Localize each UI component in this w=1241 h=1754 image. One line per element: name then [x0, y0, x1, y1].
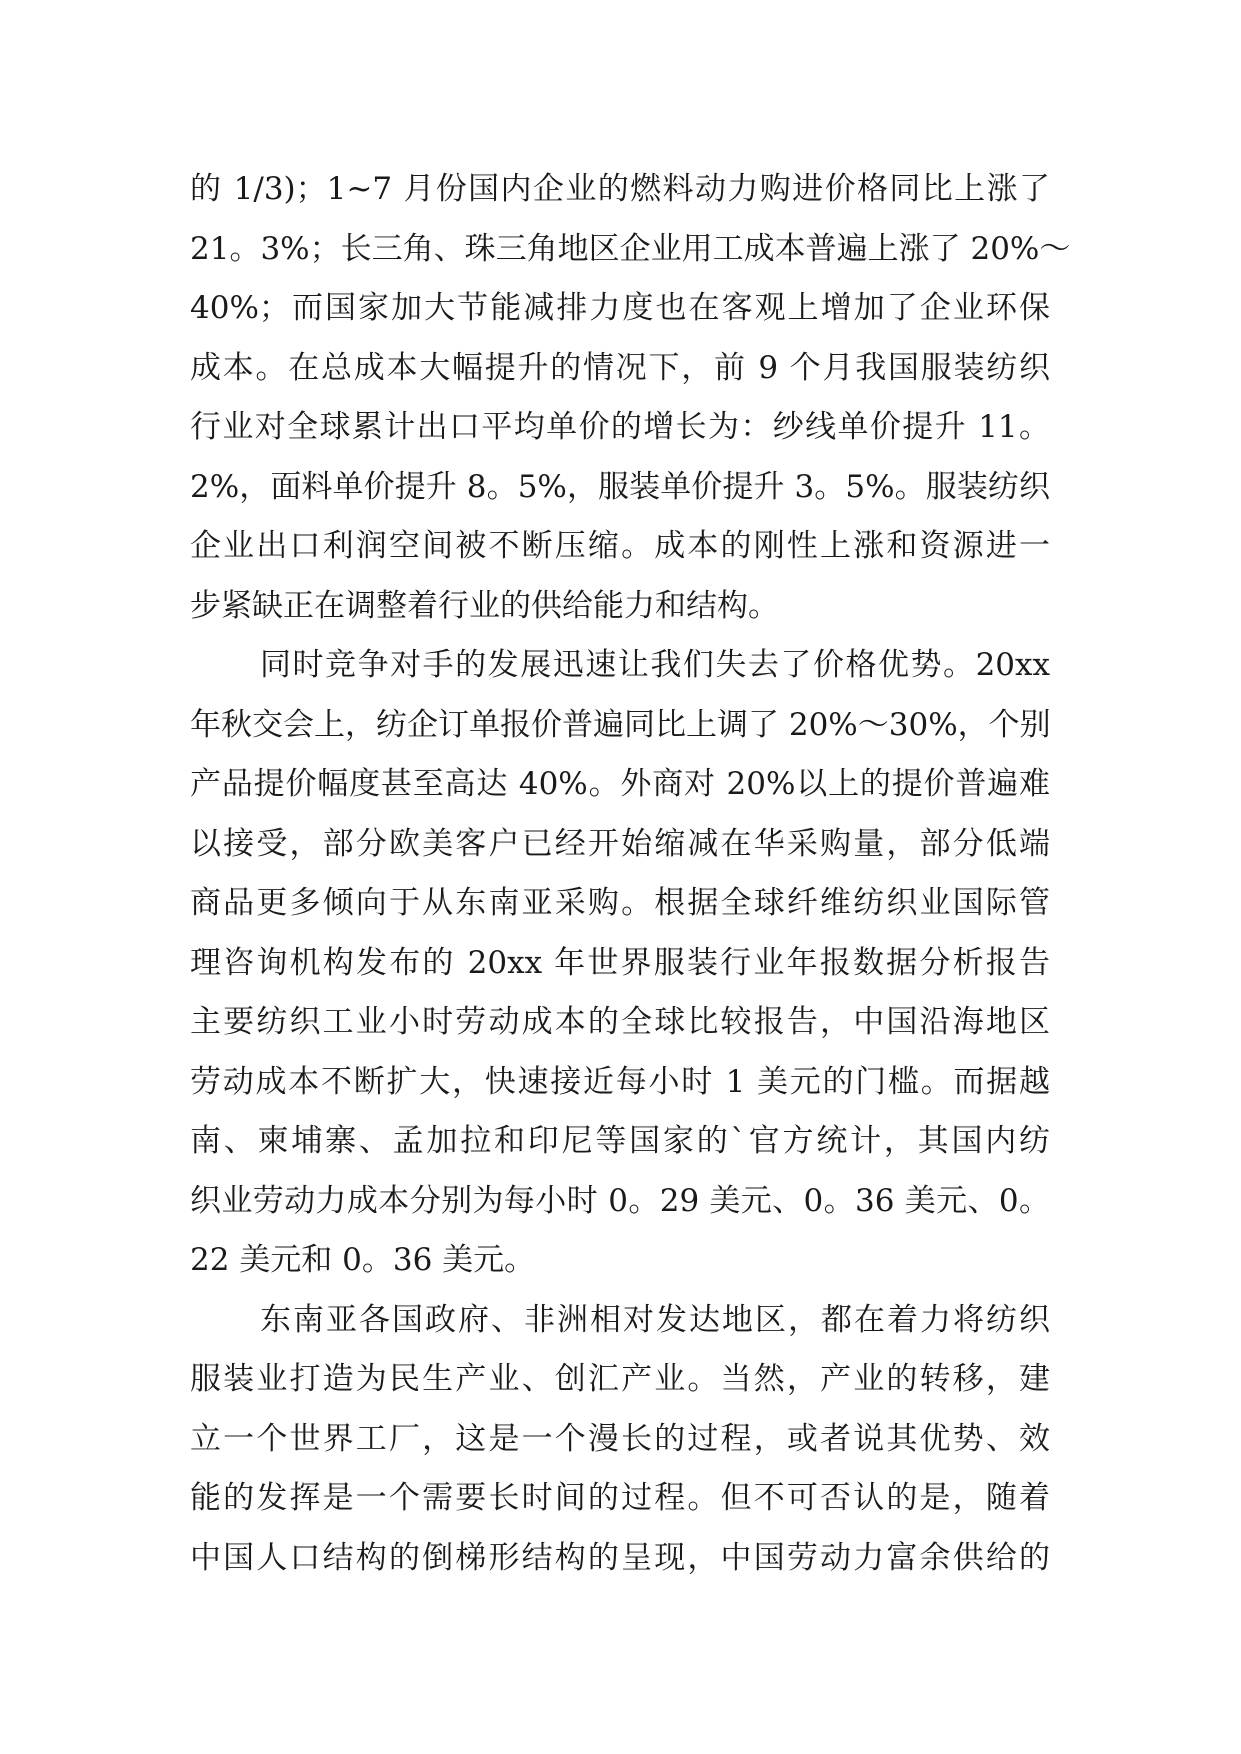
text-line: 21。3%；长三角、珠三角地区企业用工成本普遍上涨了 20%～ [190, 230, 1071, 267]
text-line: 南、柬埔寨、孟加拉和印尼等国家的`官方统计，其国内纺 [190, 1123, 1050, 1159]
text-line: 40%；而国家加大节能减排力度也在客观上增加了企业环保 [190, 290, 1050, 326]
text-line: 中国人口结构的倒梯形结构的呈现，中国劳动力富余供给的 [190, 1539, 1050, 1576]
text-line: 步紧缺正在调整着行业的供给能力和结构。 [190, 587, 779, 624]
text-line: 商品更多倾向于从东南亚采购。根据全球纤维纺织业国际管 [190, 885, 1050, 921]
text-line: 的 1/3)；1~7 月份国内企业的燃料动力购进价格同比上涨了 [190, 171, 1050, 207]
text-line: 行业对全球累计出口平均单价的增长为：纱线单价提升 11。 [190, 409, 1050, 445]
text-line: 服装业打造为民生产业、创汇产业。当然，产业的转移，建 [190, 1361, 1050, 1397]
text-line: 劳动成本不断扩大，快速接近每小时 1 美元的门槛。而据越 [190, 1063, 1050, 1100]
text-line: 理咨询机构发布的 20xx 年世界服装行业年报数据分析报告 [190, 944, 1050, 981]
text-line: 2%，面料单价提升 8。5%，服装单价提升 3。5%。服装纺织 [190, 468, 1050, 505]
text-line: 能的发挥是一个需要长时间的过程。但不可否认的是，随着 [190, 1480, 1050, 1516]
text-line: 企业出口利润空间被不断压缩。成本的刚性上涨和资源进一 [190, 528, 1050, 564]
text-line: 立一个世界工厂，这是一个漫长的过程，或者说其优势、效 [190, 1420, 1050, 1457]
text-line: 以接受，部分欧美客户已经开始缩减在华采购量，部分低端 [190, 825, 1050, 862]
text-line: 主要纺织工业小时劳动成本的全球比较报告，中国沿海地区 [190, 1004, 1050, 1040]
text-line: 产品提价幅度甚至高达 40%。外商对 20%以上的提价普遍难 [190, 766, 1050, 802]
text-line: 22 美元和 0。36 美元。 [190, 1242, 536, 1278]
text-line: 东南亚各国政府、非洲相对发达地区，都在着力将纺织 [260, 1301, 1050, 1338]
text-line: 同时竞争对手的发展迅速让我们失去了价格优势。20xx [260, 647, 1050, 683]
body-text [190, 160, 1071, 1588]
text-line: 年秋交会上，纺企订单报价普遍同比上调了 20%～30%，个别 [190, 706, 1051, 743]
text-line: 织业劳动力成本分别为每小时 0。29 美元、0。36 美元、0。 [190, 1182, 1050, 1219]
text-line: 成本。在总成本大幅提升的情况下，前 9 个月我国服装纺织 [190, 349, 1050, 386]
